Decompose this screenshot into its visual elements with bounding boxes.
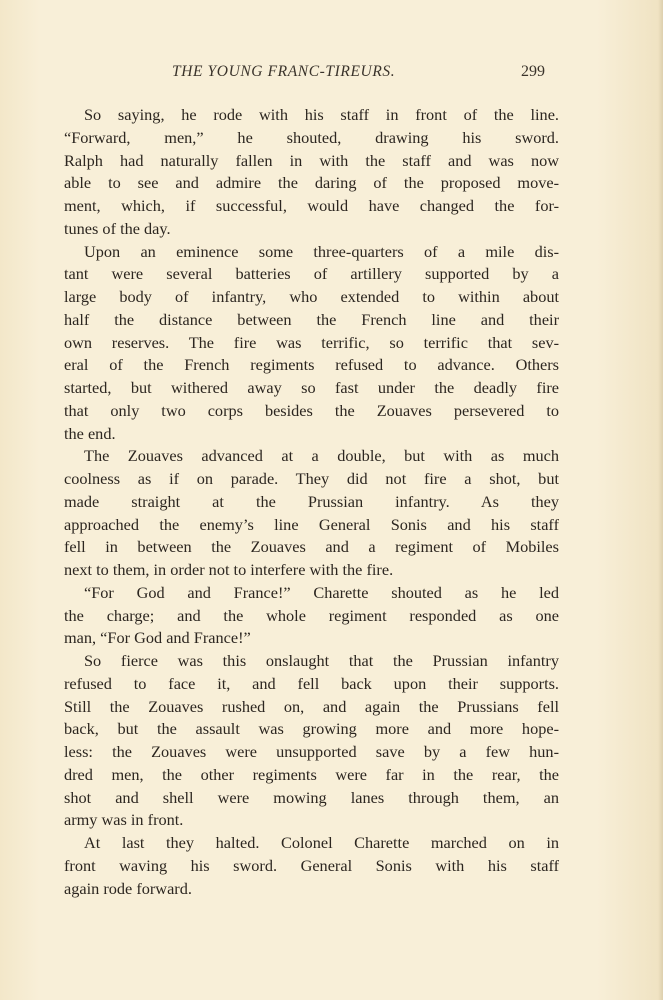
- text-line: the end.: [64, 423, 116, 443]
- text-line: At last they halted. Colonel Charette marched on in: [84, 833, 559, 852]
- text-line: So saying, he rode with his staff in front of the line.: [84, 105, 559, 124]
- text-line: So fierce was this onslaught that the Prussian infantry: [84, 651, 559, 670]
- page-header: [0, 63, 663, 85]
- text-line: army was in front.: [64, 810, 184, 830]
- text-line: The Zouaves advanced at a double, but with as much: [84, 446, 559, 466]
- text-line: Still the Zouaves rushed on, and again the Prussians fell: [64, 696, 559, 716]
- text-line: coolness as if on parade. They did not fire a shot, but: [64, 469, 559, 488]
- text-line: tant were several batteries of artillery supported by a: [64, 264, 559, 284]
- text-line: again rode forward.: [64, 878, 192, 898]
- body-text: [64, 104, 559, 900]
- text-line: less: the Zouaves were unsupported save by a few hun-: [64, 742, 559, 761]
- text-line: that only two corps besides the Zouaves persevered to: [64, 400, 559, 420]
- text-line: “For God and France!” Charette shouted as he led: [84, 582, 559, 602]
- text-line: back, but the assault was growing more and more hope-: [64, 719, 559, 739]
- text-line: dred men, the other regiments were far in the rear, the: [64, 764, 559, 784]
- text-line: half the distance between the French line and their: [64, 309, 559, 329]
- text-line: tunes of the day.: [64, 218, 171, 238]
- running-title: THE YOUNG FRANC-TIREURS.: [172, 63, 396, 80]
- text-line: the charge; and the whole regiment responded as one: [64, 605, 559, 625]
- text-line: refused to face it, and fell back upon their supports.: [64, 673, 559, 693]
- text-line: approached the enemy’s line General Sonis and his staff: [64, 514, 559, 534]
- text-line: Upon an eminence some three-quarters of a mile dis-: [84, 241, 559, 261]
- text-line: Ralph had naturally fallen in with the staff and was now: [64, 150, 559, 170]
- text-line: started, but withered away so fast under the deadly fire: [64, 378, 559, 397]
- text-line: “Forward, men,” he shouted, drawing his sword.: [64, 127, 559, 147]
- text-line: eral of the French regiments refused to advance. Others: [64, 355, 559, 375]
- text-line: made straight at the Prussian infantry. As they: [64, 491, 559, 511]
- text-line: man, “For God and France!”: [64, 628, 251, 648]
- text-line: next to them, in order not to interfere with the fire.: [64, 560, 394, 579]
- text-line: fell in between the Zouaves and a regiment of Mobiles: [64, 537, 559, 557]
- text-line: own reserves. The fire was terrific, so terrific that sev-: [64, 332, 559, 352]
- page-number: 299: [521, 63, 545, 80]
- text-line: ment, which, if successful, would have changed the for-: [64, 196, 559, 215]
- text-line: able to see and admire the daring of the proposed move-: [64, 173, 559, 193]
- text-line: shot and shell were mowing lanes through them, an: [64, 787, 559, 807]
- text-line: front waving his sword. General Sonis with his staff: [64, 855, 559, 875]
- text-line: large body of infantry, who extended to within about: [64, 287, 559, 306]
